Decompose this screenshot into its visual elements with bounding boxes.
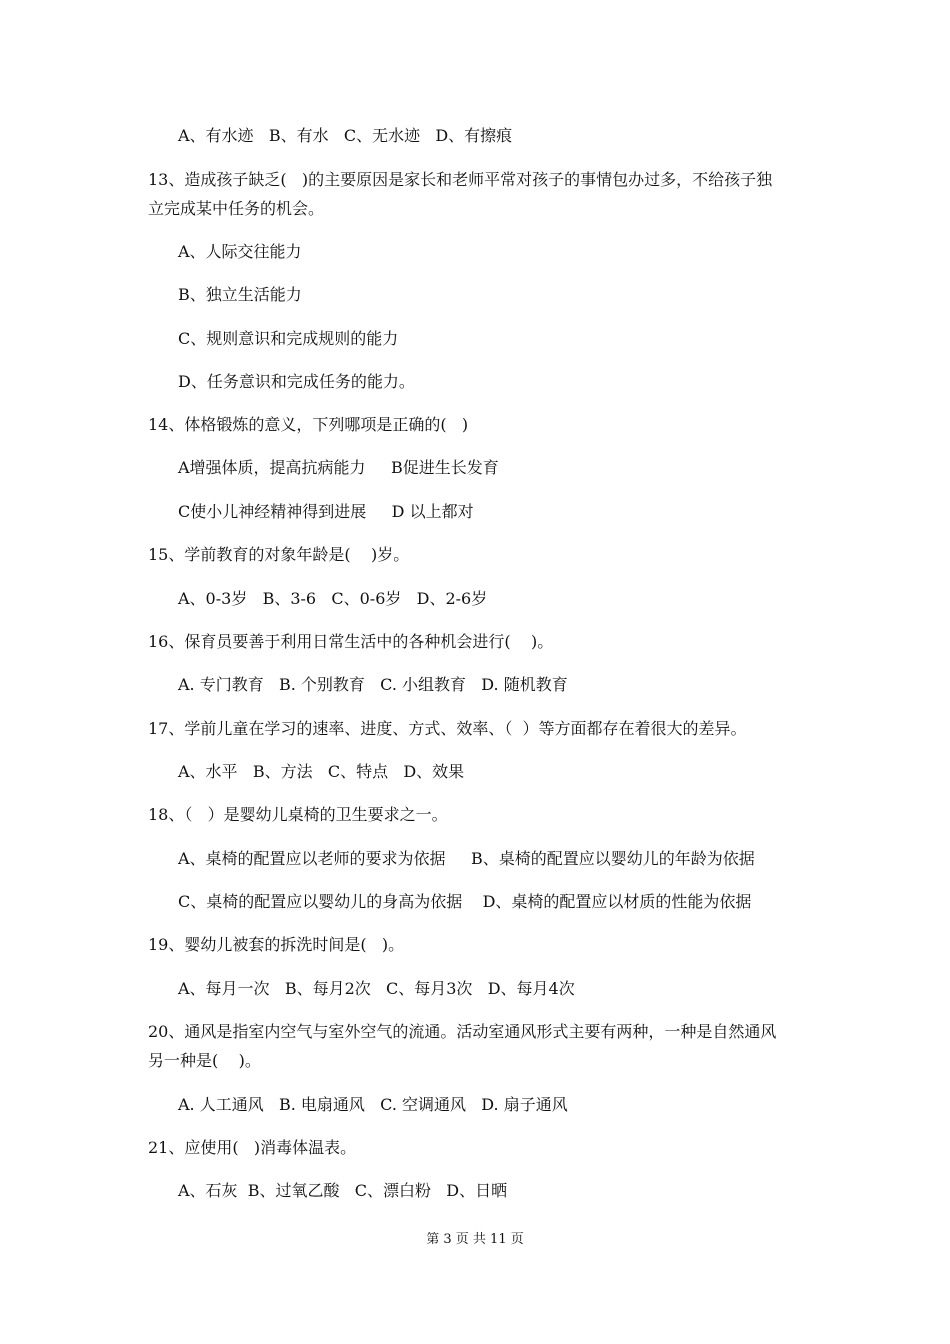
q14-options-ab: A增强体质，提高抗病能力 B促进生长发育	[178, 458, 499, 477]
q12-options: A、有水迹 B、有水 C、无水迹 D、有擦痕	[178, 126, 513, 145]
q21-stem: 21、应使用( )消毒体温表。	[148, 1138, 357, 1157]
q13-option-a: A、人际交往能力	[178, 242, 302, 261]
q17-options: A、水平 B、方法 C、特点 D、效果	[178, 762, 465, 781]
q20-options: A. 人工通风 B. 电扇通风 C. 空调通风 D. 扇子通风	[178, 1095, 568, 1114]
q20-stem-line1: 20、通风是指室内空气与室外空气的流通。活动室通风形式主要有两种，一种是自然通风	[148, 1022, 777, 1041]
q16-options: A. 专门教育 B. 个别教育 C. 小组教育 D. 随机教育	[178, 675, 568, 694]
q13-option-b: B、独立生活能力	[178, 285, 302, 304]
q15-options: A、0-3岁 B、3-6 C、0-6岁 D、2-6岁	[178, 589, 488, 608]
q16-stem: 16、保育员要善于利用日常生活中的各种机会进行( )。	[148, 632, 554, 651]
page-number-footer: 第 3 页 共 11 页	[426, 1232, 524, 1247]
q18-stem: 18、（ ）是婴幼儿桌椅的卫生要求之一。	[148, 805, 448, 824]
q13-stem-line2: 立完成某中任务的机会。	[148, 199, 325, 218]
q18-options-cd: C、桌椅的配置应以婴幼儿的身高为依据 D、桌椅的配置应以材质的性能为依据	[178, 892, 752, 911]
q21-options: A、石灰 B、过氧乙酸 C、漂白粉 D、日晒	[178, 1181, 508, 1200]
q18-options-ab: A、桌椅的配置应以老师的要求为依据 B、桌椅的配置应以婴幼儿的年龄为依据	[178, 849, 755, 868]
q15-stem: 15、学前教育的对象年龄是( )岁。	[148, 545, 410, 564]
q19-options: A、每月一次 B、每月2次 C、每月3次 D、每月4次	[178, 979, 575, 998]
q20-stem-line2: 另一种是( )。	[148, 1051, 261, 1070]
q19-stem: 19、婴幼儿被套的拆洗时间是( )。	[148, 935, 405, 954]
q14-stem: 14、体格锻炼的意义，下列哪项是正确的( )	[148, 415, 469, 434]
q13-option-d: D、任务意识和完成任务的能力。	[178, 372, 415, 391]
q13-stem-line1: 13、造成孩子缺乏( )的主要原因是家长和老师平常对孩子的事情包办过多，不给孩子独	[148, 170, 773, 189]
q13-option-c: C、规则意识和完成规则的能力	[178, 329, 399, 348]
q17-stem: 17、学前儿童在学习的速率、进度、方式、效率、（ ）等方面都存在着很大的差异。	[148, 719, 747, 738]
q14-options-cd: C使小儿神经精神得到进展 D 以上都对	[178, 502, 474, 521]
